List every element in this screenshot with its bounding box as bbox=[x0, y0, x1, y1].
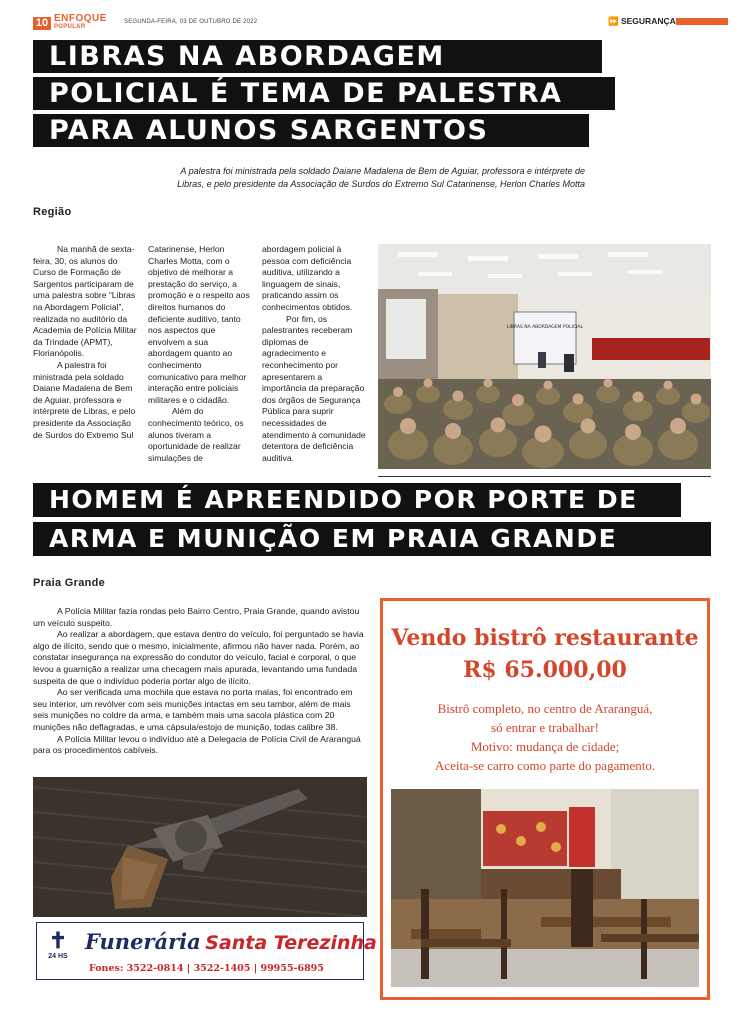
headline-line: POLICIAL É TEMA DE PALESTRA bbox=[33, 77, 615, 110]
ad-title: Vendo bistrô restaurante bbox=[391, 625, 699, 651]
brand-subtitle: POPULAR bbox=[54, 24, 86, 30]
ad-line: só entrar e trabalhar! bbox=[491, 720, 599, 735]
section-accent-bar bbox=[676, 18, 728, 25]
auditorium-illustration bbox=[378, 244, 711, 469]
section-name: SEGURANÇA bbox=[620, 16, 676, 26]
bistro-illustration bbox=[391, 789, 699, 987]
article-column-3 bbox=[262, 244, 367, 464]
paragraph: A Polícia Militar fazia rondas pelo Bairro Centro, Praia Grande, quando avistou um veículo suspeito. bbox=[33, 606, 360, 628]
brand-logo bbox=[54, 14, 107, 32]
issue-date: SEGUNDA-FEIRA, 03 DE OUTUBRO DE 2022 bbox=[124, 19, 258, 25]
paragraph: abordagem policial à pessoa com deficiência auditiva, utilizando a linguagem de sinais, praticando assim os conhecimentos obtidos. bbox=[262, 244, 353, 312]
revolver-illustration bbox=[33, 777, 367, 917]
paragraph: Ao realizar a abordagem, que estava dentro do veículo, foi perguntado se havia algo de ilícito, sendo que o mesmo, inicialmente, afirmou não haver nada. Porém, ao constatar insegurança na expressão do condutor do veículo, facial e corporal, o que levou a guarnição a realizar uma checagem mais apurada, levantando uma fundada suspeita de que o indivíduo poderia portar algo de ilícito. bbox=[33, 629, 364, 686]
paragraph: Na manhã de sexta-feira, 30, os alunos do Curso de Formação de Sargentos participaram de uma palestra sobre “Libras na Abordagem Policial”, realizada no auditório da Academia de Polícia Militar da Trindade (APMT), Florianópolis. bbox=[33, 244, 137, 359]
funeral-home-name bbox=[85, 929, 377, 954]
cross-icon: ✝ bbox=[48, 928, 68, 953]
page-number: 10 bbox=[33, 17, 51, 30]
slide-text: LIBRAS NA ABORDAGEM POLICIAL bbox=[506, 325, 584, 330]
paragraph: Ao ser verificada uma mochila que estava no porta malas, foi encontrado em seu interior, um revólver com seis munições intactas em seu tambor, além de mais seis munições no coldre da arma, e também mais uma sacola plástica com 20 munições não deflagradas, e uma cápsula/estojo de munição, todas calibre 38. bbox=[33, 687, 353, 732]
ad-line: Bistrô completo, no centro de Araranguá, bbox=[437, 701, 653, 716]
article-body bbox=[33, 606, 367, 757]
headline-line: LIBRAS NA ABORDAGEM bbox=[33, 40, 602, 73]
ad-price: R$ 65.000,00 bbox=[463, 657, 627, 683]
article-kicker: Região bbox=[33, 206, 72, 218]
name-script: Funerária bbox=[85, 929, 201, 954]
paragraph: A Polícia Militar levou o indivíduo até a Delegacia de Polícia Civil de Araranguá para os procedimentos cabíveis. bbox=[33, 733, 361, 756]
auditorium-photo bbox=[378, 244, 711, 469]
bistro-photo bbox=[391, 789, 699, 987]
cross-badge bbox=[43, 929, 73, 973]
funeral-phones: Fones: 3522-0814 | 3522-1405 | 99955-6895 bbox=[89, 963, 324, 974]
paragraph: Catarinense, Herlon Charles Motta, com o objetivo de melhorar a prestação do serviço, a promoção e o respeito aos direitos humanos do deficiente auditivo, tanto nos aspectos que envolvem a sua abordagem quanto ao conhecimento comunicativo para melhor interação entre policiais militares e o cidadão. bbox=[148, 244, 250, 405]
headline-line: ARMA E MUNIÇÃO EM PRAIA GRANDE bbox=[33, 522, 711, 556]
headline-line: HOMEM É APREENDIDO POR PORTE DE bbox=[33, 483, 681, 517]
badge-hours: 24 HS bbox=[48, 953, 68, 960]
divider bbox=[378, 476, 711, 477]
headline-line: PARA ALUNOS SARGENTOS bbox=[33, 114, 589, 147]
section-arrow-icon: ⏩ bbox=[608, 16, 619, 26]
section-label bbox=[608, 16, 676, 27]
ad-line: Motivo: mudança de cidade; bbox=[470, 739, 620, 754]
article-column-2 bbox=[148, 244, 252, 464]
article-kicker: Praia Grande bbox=[33, 577, 106, 589]
article-column-1 bbox=[33, 244, 137, 441]
article-lead: A palestra foi ministrada pela soldado Daiane Madalena de Bem de Aguiar, professora e intérprete de Libras, e pelo presidente da Associação de Surdos do Extremo Sul Catarinense, Herlon Charles Motta bbox=[177, 166, 585, 189]
paragraph: Além do conhecimento teórico, os alunos tiveram a oportunidade de realizar simulações de bbox=[148, 406, 244, 463]
paragraph: Por fim, os palestrantes receberam diplomas de agradecimento e reconhecimento por apresentarem a importância da preparação dos órgãos de Segurança Pública para suprir necessidades de atendimento à comunidade detentora de deficiência auditiva. bbox=[262, 313, 366, 463]
bistro-sale-ad bbox=[380, 598, 710, 1000]
name-bold: Santa Terezinha bbox=[205, 932, 377, 954]
revolver-photo bbox=[33, 777, 367, 917]
paragraph: A palestra foi ministrada pela soldado Daiane Madalena de Bem de Aguiar, professora e intérprete de Libras, e pelo presidente da Associação de Surdos do Extremo Sul bbox=[33, 359, 136, 440]
brand-name: ENFOQUE bbox=[54, 13, 107, 24]
ad-line: Aceita-se carro como parte do pagamento. bbox=[434, 758, 656, 773]
funeral-home-ad bbox=[36, 922, 377, 980]
